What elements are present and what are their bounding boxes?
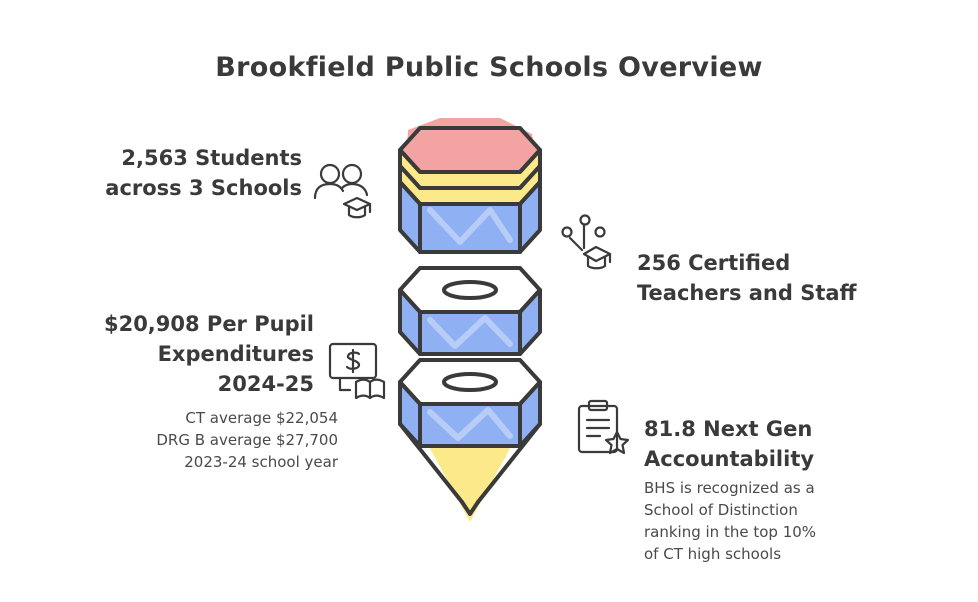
students-label bbox=[40, 143, 302, 203]
expenditure-amount: $20,908 Per Pupil bbox=[103, 312, 314, 336]
network-graduation-cap-icon bbox=[558, 214, 618, 276]
distinction-line-3: ranking in the top 10% bbox=[644, 523, 817, 541]
eraser-top bbox=[400, 128, 540, 172]
pencil-eraser-segment bbox=[400, 118, 540, 252]
pencil-illustration bbox=[380, 110, 560, 534]
expenditure-notes bbox=[40, 407, 338, 473]
distinction-line-4: of CT high schools bbox=[644, 545, 782, 563]
students-count: 2,563 Students bbox=[121, 146, 302, 170]
pencil-middle-segment bbox=[400, 268, 540, 354]
students-graduation-cap-icon bbox=[312, 160, 372, 222]
students-schools: across 3 Schools bbox=[105, 176, 302, 200]
distinction-line-1: BHS is recognized as a bbox=[644, 479, 815, 497]
accountability-notes bbox=[644, 477, 944, 565]
expenditure-label bbox=[30, 309, 314, 399]
staff-count: 256 Certified bbox=[637, 251, 791, 275]
ct-average: CT average $22,054 bbox=[185, 409, 338, 427]
page-title: Brookfield Public Schools Overview bbox=[215, 52, 763, 83]
expenditure-year: 2024-25 bbox=[217, 372, 314, 396]
accountability-title: Accountability bbox=[644, 447, 815, 471]
accountability-score: 81.8 Next Gen bbox=[644, 417, 813, 441]
pencil-tip-segment bbox=[400, 360, 540, 522]
accountability-label bbox=[644, 414, 944, 474]
staff-label bbox=[637, 248, 937, 308]
staff-type: Teachers and Staff bbox=[637, 281, 857, 305]
distinction-line-2: School of Distinction bbox=[644, 501, 798, 519]
clipboard-star-icon bbox=[572, 398, 636, 462]
school-year: 2023-24 school year bbox=[184, 453, 338, 471]
expenditure-title: Expenditures bbox=[157, 342, 314, 366]
drg-average: DRG B average $27,700 bbox=[156, 431, 338, 449]
